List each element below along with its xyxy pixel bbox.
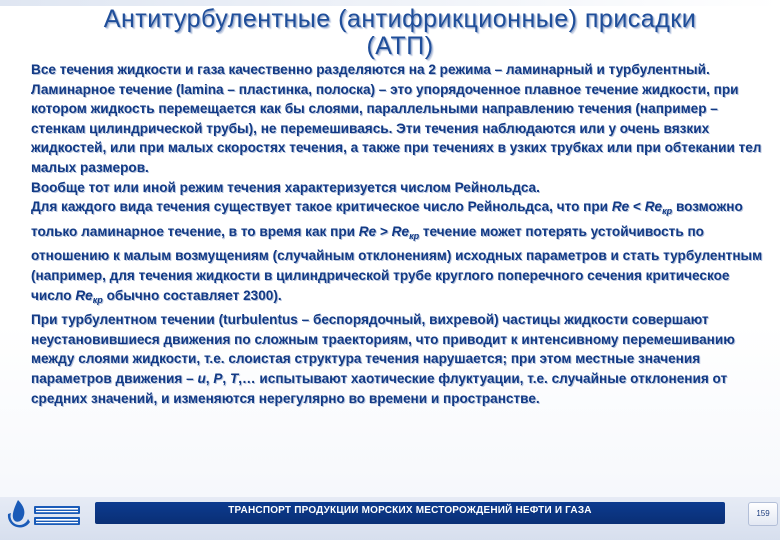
paragraph-5	[31, 310, 771, 408]
page-number: 159	[748, 502, 778, 526]
reynolds-critical-symbol: Re	[75, 287, 93, 303]
critical-subscript: кр	[409, 230, 420, 241]
temperature-symbol: T	[229, 370, 239, 386]
paragraph-2: Ламинарное течение (lamina – пластинка, полоска) – это упорядоченное плавное течение жидкости, при котором жидкость перемещается как бы слоями, параллельными направлению течения (например – стенкам цилиндрической трубы), не перемешиваясь. Эти течения наблюдаются или у очень вязких жидкостей, или при малых скоростях течения, а также при течениях в узких трубках или при обтекании тел малых размеров.	[31, 81, 762, 175]
paragraph-5-part-a: При турбулентном течении (turbulentus – беспорядочный, вихревой) частицы жидкости совершают неустановившиеся движения по сложным траекториям, что приводит к интенсивному перемешиванию между слоями жидкости, т.е. слоистая структура течения нарушается; при этом местные значения параметров движения –	[31, 312, 735, 386]
greater-than-sign: >	[376, 223, 392, 239]
pressure-symbol: P	[213, 370, 223, 386]
footer-text: ТРАНСПОРТ ПРОДУКЦИИ МОРСКИХ МЕСТОРОЖДЕНИЙ НЕФТИ И ГАЗА	[228, 505, 592, 516]
paragraph-4-part-a: Для каждого вида течения существует такое критическое число Рейнольдса, что при	[31, 199, 612, 215]
slide-title	[30, 6, 770, 60]
paragraph-5-part-b: ,… испытывают хаотические флуктуации, т.е. случайные отклонения от средних значений, и изменяются нерегулярно во времени и пространстве.	[31, 370, 728, 406]
reynolds-critical-symbol: Re	[644, 199, 663, 215]
reynolds-symbol: Re	[358, 223, 377, 239]
slide-body	[31, 60, 771, 408]
paragraph-1: Все течения жидкости и газа качественно разделяются на 2 режима – ламинарный и турбулентный.	[31, 62, 710, 77]
paragraph-4	[31, 197, 771, 310]
paragraph-4-part-b: возможно только ламинарное течение, в то время как при	[31, 199, 743, 239]
title-line-1: Антитурбулентные (антифрикционные) присадки	[103, 5, 697, 33]
critical-subscript: кр	[662, 206, 673, 217]
paragraph-4-part-d: обычно составляет 2300).	[102, 287, 282, 303]
title-line-2: (АТП)	[366, 32, 434, 60]
velocity-symbol: u	[197, 370, 206, 386]
reynolds-symbol: Re	[611, 199, 630, 215]
separator: ,	[222, 370, 230, 386]
less-than-sign: <	[629, 199, 645, 215]
gazprom-logo-icon	[4, 496, 84, 536]
separator: ,	[205, 370, 214, 386]
critical-subscript: кр	[92, 294, 103, 305]
paragraph-4-part-c: течение может потерять устойчивость по отношению к малым возмущениям (случайным отклонениям) исходных параметров и стать турбулентным (например, для течения жидкости в цилиндрической трубе круглого поперечного сечения критическое число	[31, 223, 763, 303]
reynolds-critical-symbol: Re	[391, 223, 410, 239]
paragraph-3: Вообще тот или иной режим течения характеризуется числом Рейнольдса.	[31, 179, 540, 195]
